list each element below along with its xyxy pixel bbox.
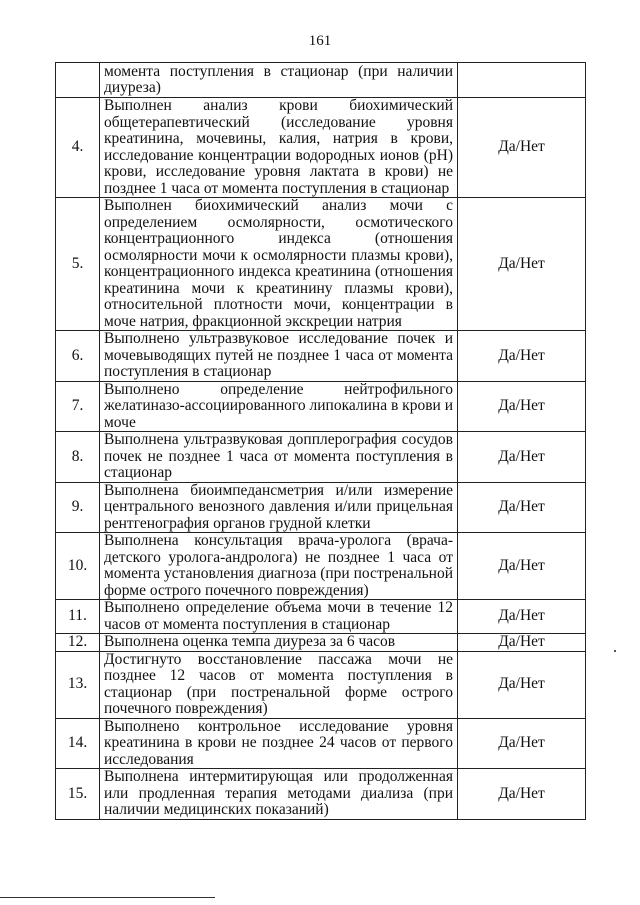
table-row (56, 198, 586, 331)
criterion-text: Достигнуто восстановление пассажа мочи не позднее 12 часов от момента поступления в стационар (при постренальной форме острого почечного повреждения) (100, 651, 458, 718)
answer-cell: Да/Нет (458, 718, 586, 769)
table-row (56, 651, 586, 718)
table-row (56, 718, 586, 769)
answer-cell: Да/Нет (458, 331, 586, 382)
criterion-text: Выполнен биохимический анализ мочи с определением осмолярности, осмотического концентрационного индекса (отношения осмолярности мочи к осмолярности плазмы крови), концентрационного индекса креатинина (отношения креатинина мочи к креатинину плазмы крови), относительной плотности мочи, концентрации в моче натрия, фракционной экскреции натрия (100, 198, 458, 331)
criterion-text: Выполнена ультразвуковая допплерография сосудов почек не позднее 1 часа от момента поступления в стационар (100, 432, 458, 483)
answer-cell: Да/Нет (458, 651, 586, 718)
answer-cell: Да/Нет (458, 381, 586, 432)
table-row (56, 381, 586, 432)
criterion-text: Выполнен анализ крови биохимический общетерапевтический (исследование уровня креатинина, мочевины, калия, натрия в крови, исследование концентрации водородных ионов (pH) крови, исследование уровня лактата в крови) не позднее 1 часа от момента поступления в стационар (100, 98, 458, 198)
criterion-text: Выполнена интермитирующая или продолженная или продленная терапия методами диализа (при наличии медицинских показаний) (100, 769, 458, 820)
row-number: 11. (56, 600, 100, 634)
answer-cell: Да/Нет (458, 482, 586, 533)
criterion-text: Выполнена консультация врача-уролога (врача-детского уролога-андролога) не позднее 1 часа от момента установления диагноза (при постренальной форме острого почечного повреждения) (100, 533, 458, 600)
page-edge-line (0, 897, 215, 898)
table-row (56, 63, 586, 98)
row-number: 14. (56, 718, 100, 769)
answer-cell: Да/Нет (458, 98, 586, 198)
scan-speck (614, 650, 616, 652)
answer-cell (458, 63, 586, 98)
criterion-text: Выполнено ультразвуковое исследование почек и мочевыводящих путей не позднее 1 часа от момента поступления в стационар (100, 331, 458, 382)
answer-cell: Да/Нет (458, 634, 586, 652)
table-row (56, 432, 586, 483)
criterion-text: момента поступления в стационар (при наличии диуреза) (100, 63, 458, 98)
row-number: 6. (56, 331, 100, 382)
table-row (56, 769, 586, 820)
answer-cell: Да/Нет (458, 600, 586, 634)
table-row (56, 533, 586, 600)
quality-criteria-table (55, 62, 586, 820)
row-number: 5. (56, 198, 100, 331)
row-number: 4. (56, 98, 100, 198)
row-number: 12. (56, 634, 100, 652)
criterion-text: Выполнена оценка темпа диуреза за 6 часов (100, 634, 458, 652)
table-row (56, 600, 586, 634)
row-number (56, 63, 100, 98)
row-number: 8. (56, 432, 100, 483)
row-number: 7. (56, 381, 100, 432)
answer-cell: Да/Нет (458, 533, 586, 600)
answer-cell: Да/Нет (458, 769, 586, 820)
row-number: 9. (56, 482, 100, 533)
row-number: 15. (56, 769, 100, 820)
answer-cell: Да/Нет (458, 198, 586, 331)
criterion-text: Выполнено определение объема мочи в течение 12 часов от момента поступления в стационар (100, 600, 458, 634)
page-number: 161 (308, 33, 332, 49)
criterion-text: Выполнена биоимпедансметрия и/или измерение центрального венозного давления и/или прицельная рентгенография органов грудной клетки (100, 482, 458, 533)
table-row (56, 98, 586, 198)
row-number: 10. (56, 533, 100, 600)
row-number: 13. (56, 651, 100, 718)
criterion-text: Выполнено определение нейтрофильного желатиназо-ассоциированного липокалина в крови и моче (100, 381, 458, 432)
answer-cell: Да/Нет (458, 432, 586, 483)
table-row (56, 331, 586, 382)
table-row (56, 634, 586, 652)
table-row (56, 482, 586, 533)
criterion-text: Выполнено контрольное исследование уровня креатинина в крови не позднее 24 часов от первого исследования (100, 718, 458, 769)
